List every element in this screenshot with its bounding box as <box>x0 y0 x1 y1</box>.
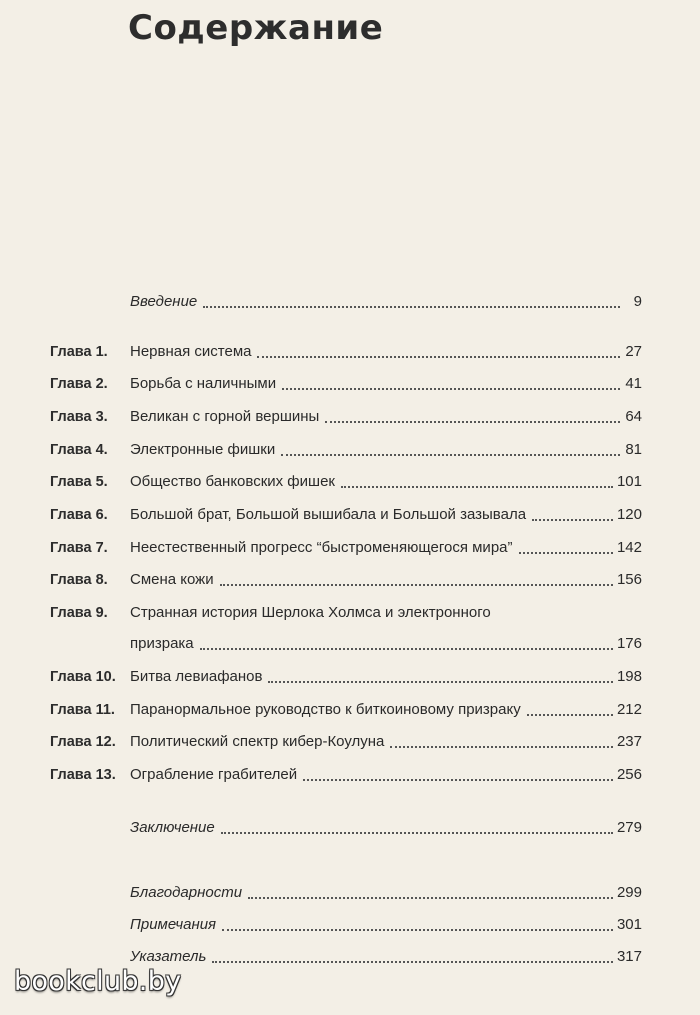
toc-title: Указатель <box>130 948 207 965</box>
chapter-label: Глава 13. <box>50 767 116 783</box>
toc-title: Паранормальное руководство к биткоиновому призраку <box>130 701 521 718</box>
toc-chapter <box>0 467 700 497</box>
toc-page: 299 <box>616 884 642 901</box>
chapter-label: Глава 10. <box>50 669 116 685</box>
toc-title: Большой брат, Большой вышибала и Большой зазывала <box>130 506 527 523</box>
toc-chapter <box>0 727 700 757</box>
toc-chapter <box>0 760 700 790</box>
toc-chapter <box>0 565 700 595</box>
toc-page: 120 <box>616 506 642 523</box>
dot-leader <box>200 647 613 650</box>
toc-chapter <box>0 402 700 432</box>
dot-leader <box>268 680 613 683</box>
dot-leader <box>325 420 620 423</box>
toc-chapter <box>0 369 700 399</box>
dot-leader <box>281 453 620 456</box>
toc-page: 301 <box>616 916 642 933</box>
chapter-label: Глава 12. <box>50 734 116 750</box>
dot-leader <box>527 713 613 716</box>
toc-page: 198 <box>616 668 642 685</box>
toc-page: 156 <box>616 571 642 588</box>
toc-page: 81 <box>625 441 642 458</box>
toc-chapter <box>0 662 700 692</box>
watermark: bookclub.by <box>14 966 182 997</box>
toc-chapter <box>0 500 700 530</box>
dot-leader <box>212 960 613 963</box>
dot-leader <box>220 583 613 586</box>
dot-leader <box>248 896 613 899</box>
toc-page: 237 <box>616 733 642 750</box>
toc-page: 279 <box>616 819 642 836</box>
toc-page: 317 <box>616 948 642 965</box>
toc-title: Борьба с наличными <box>130 375 277 392</box>
toc-title: Заключение <box>130 819 215 836</box>
chapter-label: Глава 4. <box>50 442 108 458</box>
page-title: Содержание <box>128 8 384 48</box>
toc-page: 27 <box>625 343 642 360</box>
dot-leader <box>203 305 620 308</box>
toc-chapter-continuation <box>0 629 700 659</box>
chapter-label: Глава 9. <box>50 605 108 621</box>
toc-conclusion <box>0 813 700 843</box>
dot-leader <box>221 831 613 834</box>
toc-chapter <box>0 533 700 563</box>
toc-title: Битва левиафанов <box>130 668 263 685</box>
toc-page: 212 <box>616 701 642 718</box>
dot-leader <box>390 745 613 748</box>
toc-chapter <box>0 598 700 628</box>
toc-intro <box>0 287 700 317</box>
dot-leader <box>519 551 613 554</box>
toc-title: Благодарности <box>130 884 243 901</box>
toc-page: 256 <box>616 766 642 783</box>
dot-leader <box>341 485 613 488</box>
toc-title: Смена кожи <box>130 571 214 588</box>
chapter-label: Глава 6. <box>50 507 108 523</box>
dot-leader <box>303 778 613 781</box>
chapter-label: Глава 3. <box>50 409 108 425</box>
toc-title: Великан с горной вершины <box>130 408 320 425</box>
toc-chapter <box>0 435 700 465</box>
toc-title: Ограбление грабителей <box>130 766 298 783</box>
toc-title: Политический спектр кибер-Коулуна <box>130 733 385 750</box>
chapter-label: Глава 2. <box>50 376 108 392</box>
chapter-label: Глава 8. <box>50 572 108 588</box>
toc-chapter <box>0 337 700 367</box>
toc-title: Примечания <box>130 916 217 933</box>
toc-title: Нервная система <box>130 343 252 360</box>
chapter-label: Глава 7. <box>50 540 108 556</box>
dot-leader <box>282 387 620 390</box>
toc-title-continuation: призрака <box>130 635 194 652</box>
chapter-label: Глава 5. <box>50 474 108 490</box>
toc-page: 64 <box>625 408 642 425</box>
toc-back-matter <box>0 910 700 940</box>
dot-leader <box>257 355 620 358</box>
toc-title: Странная история Шерлока Холмса и электронного <box>130 604 491 621</box>
toc-page: 142 <box>616 539 642 556</box>
toc-back-matter <box>0 878 700 908</box>
toc-title: Электронные фишки <box>130 441 276 458</box>
dot-leader <box>532 518 613 521</box>
chapter-label: Глава 1. <box>50 344 108 360</box>
toc-title: Неестественный прогресс “быстроменяющегося мира” <box>130 539 513 556</box>
toc-title: Общество банковских фишек <box>130 473 335 490</box>
dot-leader <box>222 928 613 931</box>
toc-chapter <box>0 695 700 725</box>
toc-page: 9 <box>633 293 642 310</box>
toc-page: 176 <box>616 635 642 652</box>
chapter-label: Глава 11. <box>50 702 115 718</box>
toc-page: 41 <box>625 375 642 392</box>
toc-page: 101 <box>616 473 642 490</box>
toc-title: Введение <box>130 293 198 310</box>
